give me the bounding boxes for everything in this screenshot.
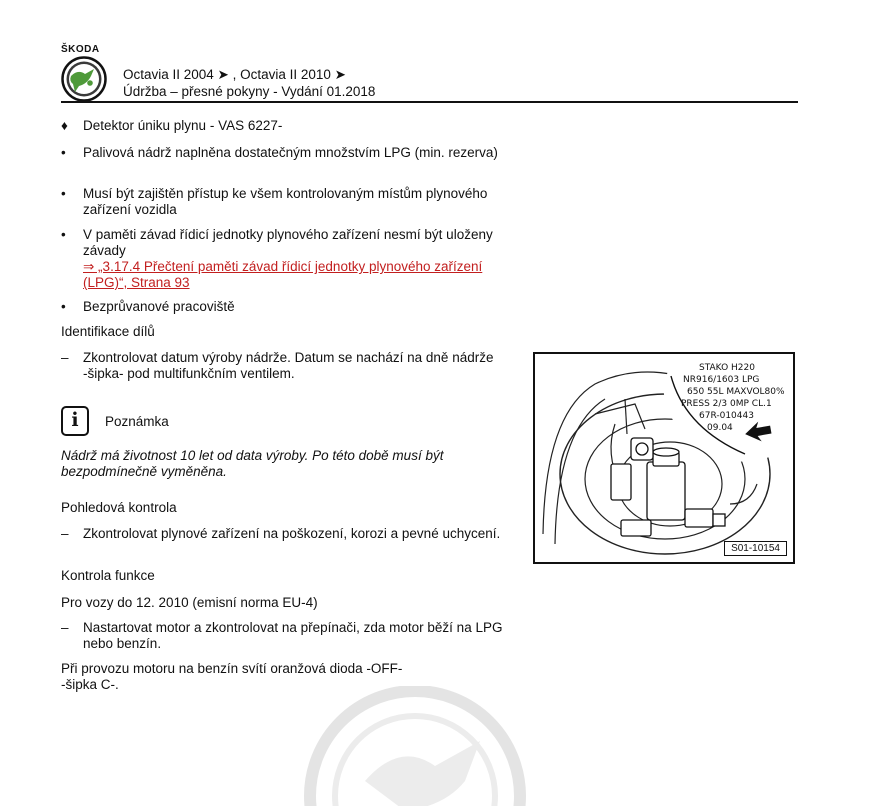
list-item bbox=[61, 227, 511, 291]
bullet-marker: • bbox=[61, 299, 66, 314]
skoda-logo-icon bbox=[61, 56, 107, 102]
section-heading: Pohledová kontrola bbox=[61, 500, 177, 515]
step-text: Nastartovat motor a zkontrolovat na přepínači, zda motor běží na LPG nebo benzín. bbox=[83, 620, 503, 651]
plate-line: 650 55L MAXVOL80% bbox=[687, 387, 785, 397]
step-item bbox=[61, 620, 506, 652]
plate-line: STAKO H220 bbox=[699, 363, 755, 373]
note-text: Nádrž má životnost 10 let od data výroby. Po této době musí být bezpodmínečně vyměněna. bbox=[61, 448, 444, 479]
bullet-marker: • bbox=[61, 227, 66, 242]
header-divider bbox=[61, 101, 798, 103]
list-item bbox=[61, 145, 511, 161]
section-heading: Kontrola funkce bbox=[61, 568, 155, 583]
dash-marker: – bbox=[61, 350, 69, 365]
plate-line: NR916/1603 LPG bbox=[683, 375, 760, 385]
list-item bbox=[61, 186, 511, 218]
list-item-text: Detektor úniku plynu - VAS 6227- bbox=[83, 118, 283, 133]
bullet-marker: • bbox=[61, 186, 66, 201]
step-text: Zkontrolovat plynové zařízení na poškození, korozi a pevné uchycení. bbox=[83, 526, 501, 541]
list-item-text: Palivová nádrž naplněna dostatečným množstvím LPG (min. rezerva) bbox=[83, 145, 498, 160]
figure-label: S01-10154 bbox=[724, 541, 787, 556]
paragraph: Při provozu motoru na benzín svítí oranžová dioda -OFF- -šipka C-. bbox=[61, 661, 403, 692]
bullet-marker: • bbox=[61, 145, 66, 160]
info-icon: i bbox=[61, 406, 89, 436]
step-text: Zkontrolovat datum výroby nádrže. Datum se nachází na dně nádrže -šipka- pod multifunkčním ventilem. bbox=[83, 350, 494, 381]
dash-marker: – bbox=[61, 526, 69, 541]
document-title bbox=[123, 66, 375, 100]
step-item bbox=[61, 350, 506, 382]
list-item-text: V paměti závad řídicí jednotky plynového zařízení nesmí být uloženy závady bbox=[83, 227, 493, 258]
skoda-watermark-icon bbox=[265, 686, 565, 806]
section-subheading: Pro vozy do 12. 2010 (emisní norma EU-4) bbox=[61, 595, 318, 610]
header-models: Octavia II 2004 ➤ , Octavia II 2010 ➤ bbox=[123, 67, 346, 82]
plate-line: PRESS 2/3 0MP CL.1 bbox=[681, 399, 772, 409]
plate-line: 67R-010443 bbox=[699, 411, 754, 421]
dash-marker: – bbox=[61, 620, 69, 635]
list-item-text: Musí být zajištěn přístup ke všem kontrolovaným místům plynového zařízení vozidla bbox=[83, 186, 488, 217]
cross-reference-link[interactable]: ⇒ „3.17.4 Přečtení paměti závad řídicí jednotky plynového zařízení (LPG)“, Strana 93 bbox=[83, 259, 483, 290]
tank-figure bbox=[533, 352, 795, 564]
note-title: Poznámka bbox=[105, 414, 169, 429]
plate-line: 09.04 bbox=[707, 423, 733, 433]
list-item bbox=[61, 299, 511, 315]
tank-illustration bbox=[535, 354, 793, 562]
brand-name: ŠKODA bbox=[61, 44, 100, 55]
step-item bbox=[61, 526, 501, 542]
header-subtitle: Údržba – přesné pokyny - Vydání 01.2018 bbox=[123, 84, 376, 99]
list-item bbox=[61, 118, 511, 134]
list-item-text: Bezprůvanové pracoviště bbox=[83, 299, 235, 314]
bullet-marker: ♦ bbox=[61, 118, 68, 133]
section-heading: Identifikace dílů bbox=[61, 324, 155, 339]
